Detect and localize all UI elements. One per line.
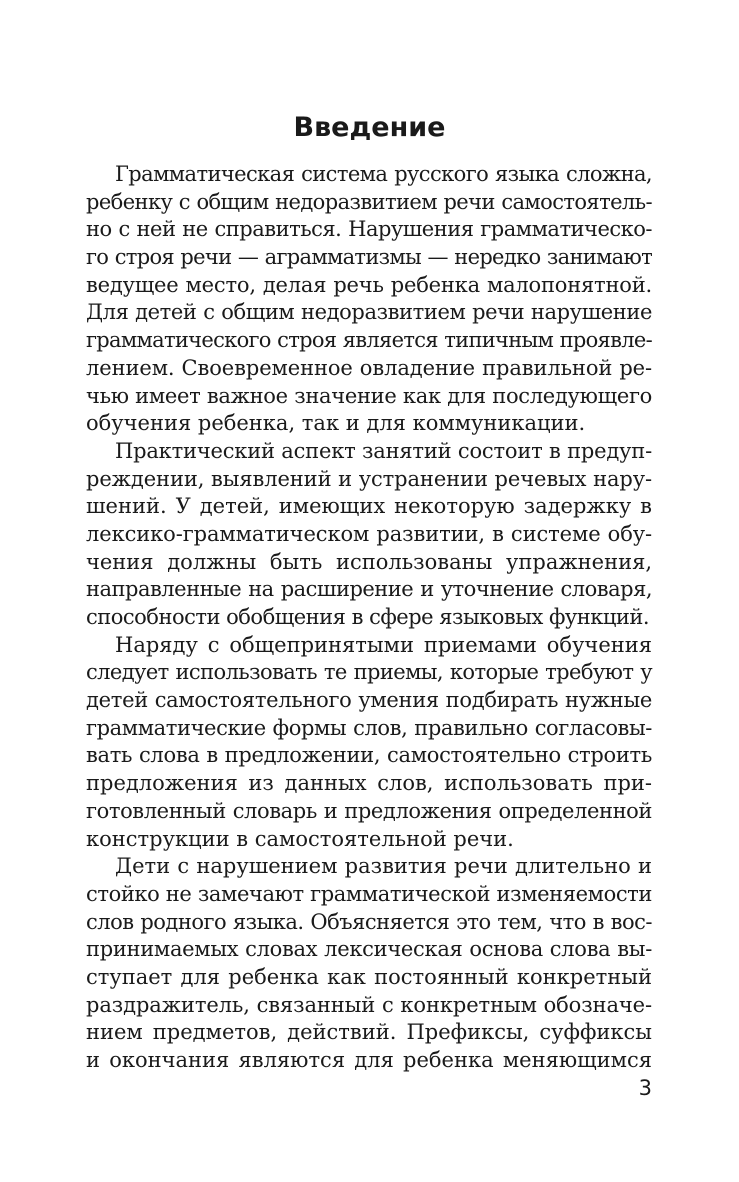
text-line: но с ней не справиться. Нарушения грамматическо- [86, 217, 652, 242]
text-line: Для детей с общим недоразвитием речи нарушение [86, 300, 652, 325]
text-line: детей самостоятельного умения подбирать нужные [86, 688, 652, 713]
text-line: грамматические формы слов, правильно согласовы- [86, 715, 652, 740]
text-line: шений. У детей, имеющих некоторую задержку в [86, 494, 652, 519]
text-line: ребенку с общим недоразвитием речи самостоятель- [86, 189, 652, 214]
text-line: вать слова в предложении, самостоятельно строить [86, 743, 652, 768]
text-line: направленные на расширение и уточнение словаря, [86, 577, 652, 602]
text-line: раздражитель, связанный с конкретным обозначе- [86, 992, 652, 1017]
text-line: обучения ребенка, так и для коммуникации. [86, 411, 586, 436]
chapter-title: Введение [293, 112, 446, 143]
text-line: стойко не замечают грамматической изменяемости [86, 881, 652, 906]
text-line: грамматического строя является типичным проявле- [86, 328, 652, 353]
page-number: 3 [638, 1076, 652, 1100]
text-line: конструкции в самостоятельной речи. [86, 826, 514, 851]
text-line: готовленный словарь и предложения определенной [86, 798, 652, 823]
text-line: чью имеет важное значение как для последующего [86, 383, 652, 408]
text-line: Грамматическая система русского языка сложна, [115, 162, 652, 186]
text-line: нием предметов, действий. Префиксы, суффиксы [86, 1020, 652, 1045]
text-line: предложения из данных слов, использовать при- [86, 771, 652, 796]
text-line: слов родного языка. Объясняется это тем, что в вос- [86, 909, 652, 934]
text-line: следует использовать те приемы, которые требуют у [86, 660, 652, 685]
text-line: чения должны быть использованы упражнения, [86, 549, 652, 574]
text-line: ступает для ребенка как постоянный конкретный [86, 964, 652, 989]
text-line: Практический аспект занятий состоит в предуп- [115, 438, 652, 463]
text-line: и окончания являются для ребенка меняющимся [86, 1048, 652, 1072]
text-line: способности обобщения в сфере языковых функций. [86, 605, 650, 629]
text-line: реждении, выявлений и устранении речевых нару- [86, 466, 652, 491]
text-line: Наряду с общепринятыми приемами обучения [115, 632, 652, 657]
text-line: ведущее место, делая речь ребенка малопонятной. [86, 272, 652, 297]
text-line: лексико-грамматическом развитии, в системе обу- [86, 521, 652, 546]
text-line: Дети с нарушением развития речи длительно и [115, 854, 652, 879]
text-line: принимаемых словах лексическая основа слова вы- [86, 937, 652, 962]
text-line: лением. Своевременное овладение правильной ре- [86, 355, 652, 380]
text-line: го строя речи — аграмматизмы — нередко занимают [86, 245, 652, 270]
chapter-body [86, 161, 652, 1075]
